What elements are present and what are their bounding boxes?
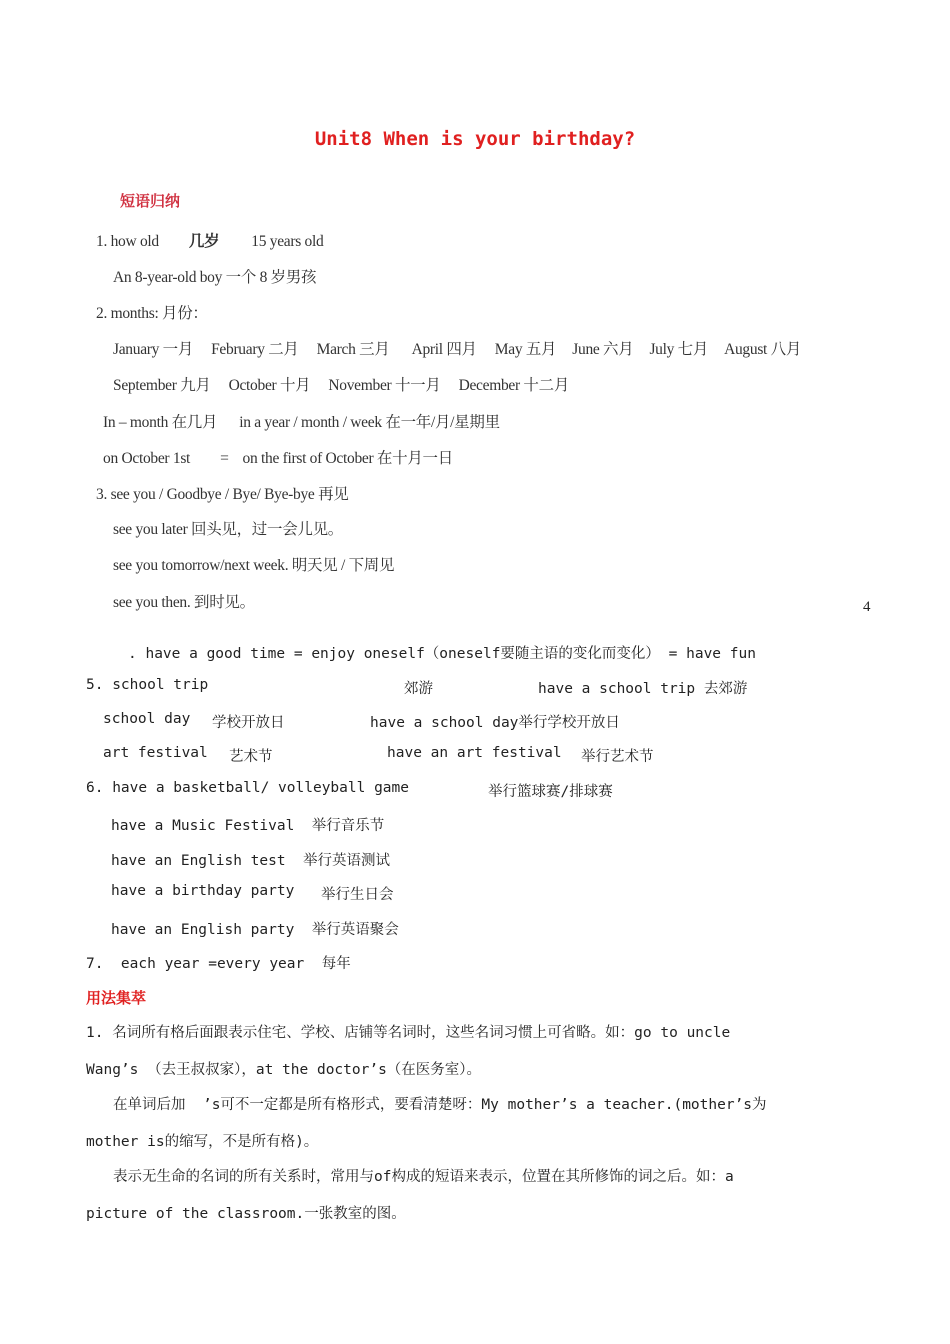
phrase-line: see you then. 到时见。 xyxy=(113,594,255,611)
usage-paragraph: 1. 名词所有格后面跟表示住宅、学校、店铺等名词时，这些名词习惯上可省略。如：go to uncle xyxy=(86,1025,731,1041)
phrase-line xyxy=(96,229,323,251)
phrase-line xyxy=(103,446,453,468)
phrase-text: in a year / month / week 在一年/月/星期里 xyxy=(239,414,500,431)
phrase-text: on October 1st xyxy=(103,450,191,467)
usage-heading: 用法集萃 xyxy=(86,989,147,1007)
text-line: 举行篮球赛/排球赛 xyxy=(488,784,613,800)
page-number: 4 xyxy=(863,599,871,615)
month-item: November 十一月 xyxy=(328,377,441,394)
months-row-1 xyxy=(113,337,801,359)
phrase-text: on the first of October 在十月一日 xyxy=(242,450,453,467)
page-title: Unit8 When is your birthday? xyxy=(314,128,636,150)
phrase-text: 15 years old xyxy=(251,233,324,250)
text-line: have a school trip 去郊游 xyxy=(538,681,748,697)
month-item: August 八月 xyxy=(724,341,802,358)
months-row-2 xyxy=(113,373,569,395)
usage-paragraph: 表示无生命的名词的所有关系时，常用与of构成的短语来表示，位置在其所修饰的词之后。如：a xyxy=(113,1169,734,1185)
phrase-line: 2. months: 月份： xyxy=(96,305,208,322)
text-line: 郊游 xyxy=(404,681,433,697)
phrase-line: 3. see you / Goodbye / Bye/ Bye-bye 再见 xyxy=(96,486,349,503)
text-line: art festival xyxy=(103,745,208,761)
phrase-text: 几岁 xyxy=(188,233,220,250)
text-line: 举行生日会 xyxy=(321,887,394,903)
text-line: have a birthday party xyxy=(111,883,295,899)
usage-paragraph: mother is的缩写，不是所有格)。 xyxy=(86,1134,319,1150)
month-item: July 七月 xyxy=(649,341,709,358)
usage-paragraph: picture of the classroom.一张教室的图。 xyxy=(86,1206,406,1222)
text-line: 6. have a basketball/ volleyball game xyxy=(86,780,410,796)
text-line: have a Music Festival 举行音乐节 xyxy=(111,818,385,834)
text-line: have an English test 举行英语测试 xyxy=(111,853,391,869)
month-item: June 六月 xyxy=(572,341,634,358)
text-line: 5. school trip xyxy=(86,677,209,693)
text-line: 7. each year =every year 每年 xyxy=(86,956,351,972)
month-item: April 四月 xyxy=(411,341,477,358)
phrase-line: An 8-year-old boy 一个 8 岁男孩 xyxy=(113,269,317,286)
phrase-line: see you later 回头见，过一会儿见。 xyxy=(113,521,344,538)
text-line: 举行艺术节 xyxy=(581,749,654,765)
month-item: December 十二月 xyxy=(458,377,570,394)
month-item: February 二月 xyxy=(211,341,299,358)
text-line: . have a good time = enjoy oneself（oneself要随主语的变化而变化） = have fun xyxy=(128,646,756,662)
text-line: 艺术节 xyxy=(229,749,273,765)
phrase-text: = xyxy=(220,450,229,467)
text-line: have a school day举行学校开放日 xyxy=(370,715,620,731)
phrase-heading: 短语归纳 xyxy=(120,192,181,210)
phrase-text: In – month 在几月 xyxy=(103,414,218,431)
month-item: March 三月 xyxy=(316,341,390,358)
usage-paragraph: 在单词后加 ’s可不一定都是所有格形式，要看清楚呀：My mother’s a teacher.(mother’s为 xyxy=(113,1097,767,1113)
text-line: have an English party 举行英语聚会 xyxy=(111,922,399,938)
phrase-line xyxy=(103,410,500,432)
text-line: school day xyxy=(103,711,191,727)
phrase-text: 1. how old xyxy=(96,233,159,250)
text-line: have an art festival xyxy=(387,745,562,761)
phrase-line: see you tomorrow/next week. 明天见 / 下周见 xyxy=(113,557,395,574)
month-item: May 五月 xyxy=(494,341,557,358)
month-item: January 一月 xyxy=(113,341,194,358)
text-line: 学校开放日 xyxy=(212,715,285,731)
month-item: October 十月 xyxy=(228,377,311,394)
month-item: September 九月 xyxy=(113,377,211,394)
usage-paragraph: Wang’s （去王叔叔家），at the doctor’s（在医务室）。 xyxy=(86,1062,482,1078)
